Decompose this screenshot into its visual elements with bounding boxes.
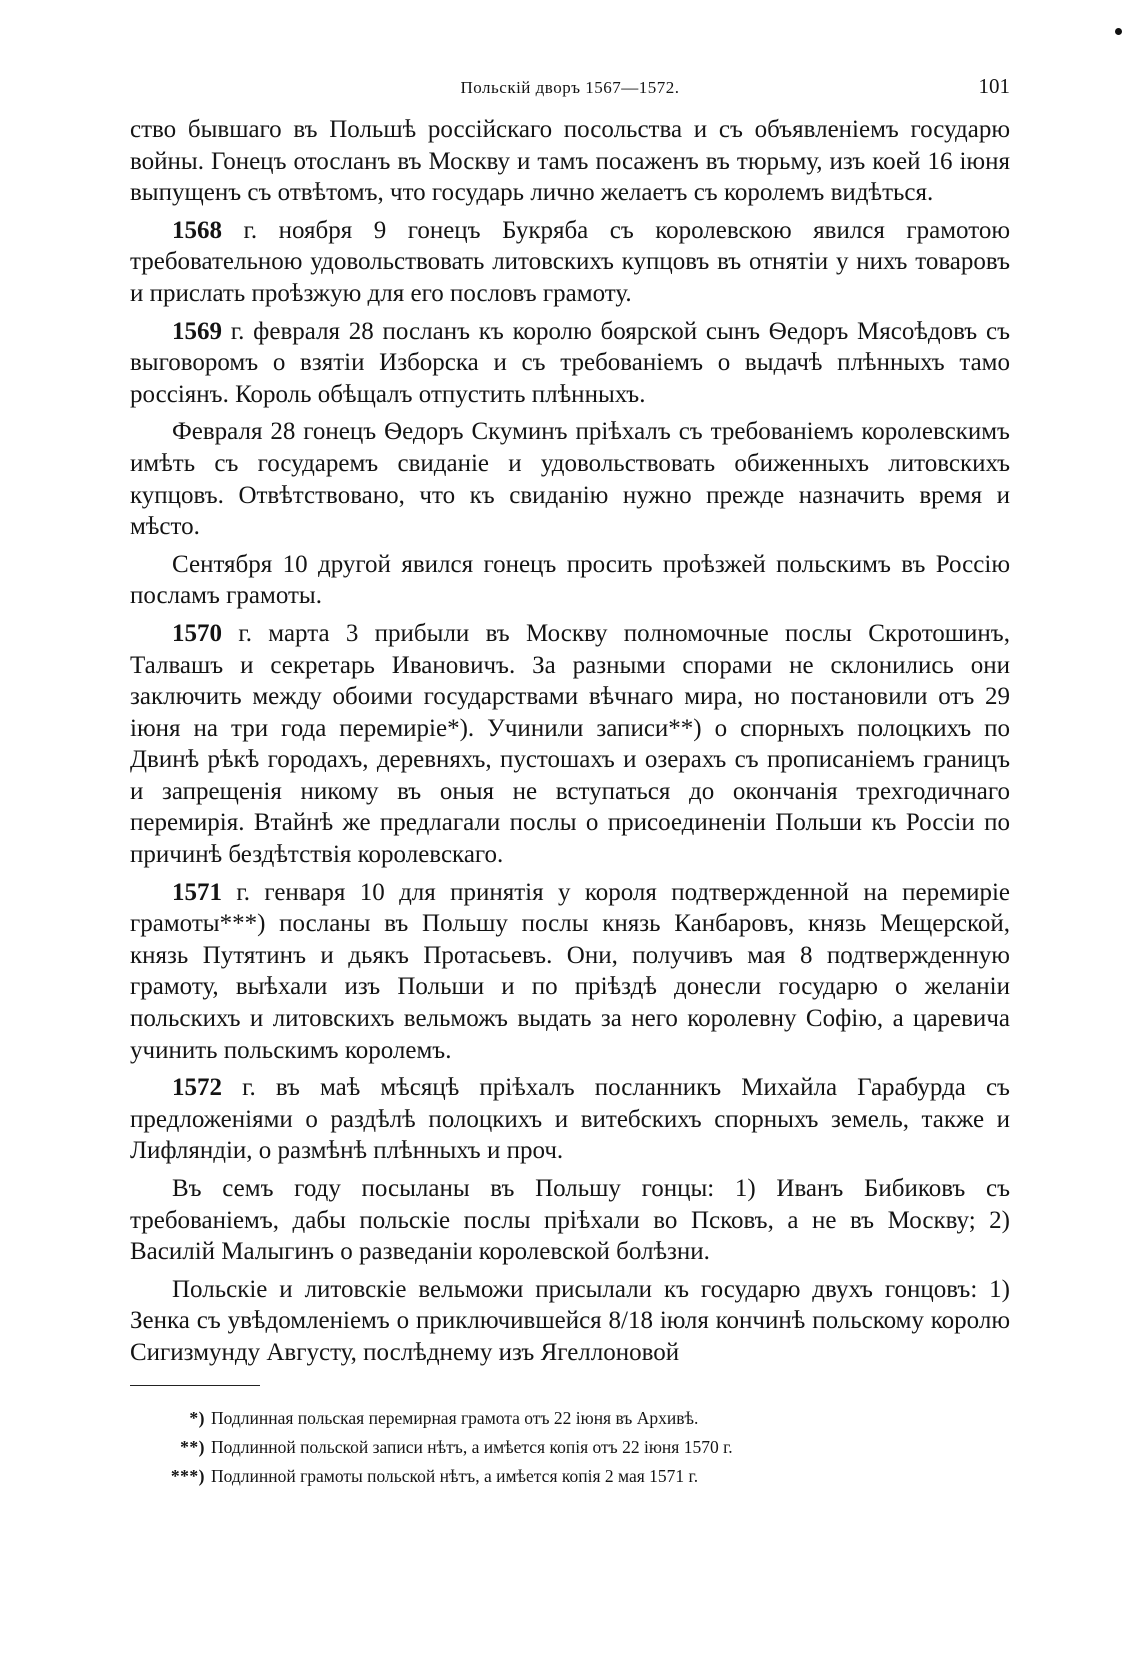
paragraph-text: г. февраля 28 посланъ къ королю боярской сынъ Ѳедоръ Мясоѣдовъ съ выговоромъ о взятіи Изборска и съ требованіемъ о выдачѣ плѣнныхъ тамо россіянъ. Король обѣщалъ отпустить плѣнныхъ.	[130, 317, 1010, 408]
footnote	[130, 1404, 1010, 1433]
paragraph-text: г. ноября 9 гонецъ Букряба съ королевскою явился грамотою требовательною удовольствовать литовскихъ купцовъ въ отнятіи у нихъ товаровъ и прислать проѣзжую для его пословъ грамоту.	[130, 216, 1010, 307]
paragraph-text: г. марта 3 прибыли въ Москву полномочные послы Скротошинъ, Талвашъ и секретарь Ивановичъ. За разными спорами не склонились они заключить между обоими государствами вѣчнаго мира, но постановили отъ 29 іюня на три года перемиріе*). Учинили записи**) о спорныхъ полоцкихъ по Двинѣ рѣкѣ городахъ, деревняхъ, пустошахъ и озерахъ съ прописаніемъ границъ и запрещенія никому въ оныя не вступаться до окончанія трехгодичнаго перемирія. Втайнѣ же предлагали послы о присоединеніи Польши къ Россіи по причинѣ бездѣтствія королевскаго.	[130, 619, 1010, 869]
paragraph-text: Въ семъ году посыланы въ Польшу гонцы: 1) Иванъ Бибиковъ съ требованіемъ, дабы польскіе послы пріѣхали во Псковъ, а не въ Москву; 2) Василій Малыгинъ о разведаніи королевской болѣзни.	[130, 1175, 1010, 1266]
paragraph-text: Польскіе и литовскіе вельможи присылали къ государю двухъ гонцовъ: 1) Зенка съ увѣдомленіемъ о приключившейся 8/18 іюля кончинѣ польскому королю Сигизмунду Августу, послѣднему изъ Ягеллоновой	[130, 1275, 1010, 1366]
paragraph-year: 1571	[172, 878, 222, 906]
body-text	[130, 114, 1010, 1375]
ink-speck	[1115, 28, 1122, 35]
footnote-mark: *)	[189, 1408, 205, 1428]
footnote-text: Подлинной польской записи нѣтъ, а имѣется копія отъ 22 іюня 1570 г.	[211, 1437, 733, 1457]
footnote	[130, 1462, 1010, 1491]
page-number: 101	[978, 74, 1010, 98]
paragraph-text: Сентября 10 другой явился гонецъ просить проѣзжей польскимъ въ Россію посламъ грамоты.	[130, 550, 1010, 610]
footnote-text: Подлинная польская перемирная грамота отъ 22 іюня въ Архивѣ.	[211, 1408, 699, 1428]
paragraph	[130, 316, 1010, 411]
paragraph	[130, 1072, 1010, 1167]
page-header	[130, 74, 1010, 108]
footnote-mark: **)	[180, 1437, 205, 1457]
paragraph	[130, 114, 1010, 209]
paragraph	[130, 215, 1010, 310]
paragraph	[130, 618, 1010, 871]
paragraph	[130, 877, 1010, 1067]
footnote-mark: ***)	[170, 1466, 205, 1486]
footnote-divider	[130, 1385, 260, 1386]
paragraph-year: 1572	[172, 1074, 222, 1102]
paragraph	[130, 549, 1010, 612]
footnote	[130, 1433, 1010, 1462]
footnote-text: Подлинной грамоты польской нѣтъ, а имѣется копія 2 мая 1571 г.	[211, 1466, 699, 1486]
paragraph-year: 1568	[172, 216, 222, 244]
paragraph	[130, 1274, 1010, 1369]
paragraph-text: Февраля 28 гонецъ Ѳедоръ Скуминъ пріѣхалъ съ требованіемъ королевскимъ имѣть съ государемъ свиданіе и удовольствовать обиженныхъ литовскихъ купцовъ. Отвѣтствовано, что къ свиданію нужно прежде назначить время и мѣсто.	[130, 418, 1010, 541]
running-title: Польскій дворъ 1567—1572.	[460, 78, 680, 97]
paragraph-year: 1570	[172, 619, 222, 647]
paragraph-text: ство бывшаго въ Польшѣ россійскаго посольства и съ объявленіемъ государю войны. Гонецъ отосланъ въ Москву и тамъ посаженъ въ тюрьму, изъ коей 16 іюня выпущенъ съ отвѣтомъ, что государь лично желаетъ съ королемъ видѣться.	[130, 116, 1010, 207]
paragraph	[130, 1173, 1010, 1268]
paragraph-text: г. въ маѣ мѣсяцѣ пріѣхалъ посланникъ Михайла Гарабурда съ предложеніями о раздѣлѣ полоцкихъ и витебскихъ спорныхъ земель, также и Лифляндіи, о размѣнѣ плѣнныхъ и проч.	[130, 1074, 1010, 1165]
paragraph-text: г. генваря 10 для принятія у короля подтвержденной на перемиріе грамоты***) посланы въ Польшу послы князь Канбаровъ, князь Мещерской, князь Путятинъ и дьякъ Протасьевъ. Они, получивъ мая 8 подтвержденную грамоту, выѣхали изъ Польши и по пріѣздѣ донесли государю о желаніи польскихъ и литовскихъ вельможъ выдать за него королевну Софію, а царевича учинить польскимъ королемъ.	[130, 878, 1010, 1064]
paragraph	[130, 416, 1010, 542]
paragraph-year: 1569	[172, 317, 222, 345]
footnotes	[130, 1404, 1010, 1491]
